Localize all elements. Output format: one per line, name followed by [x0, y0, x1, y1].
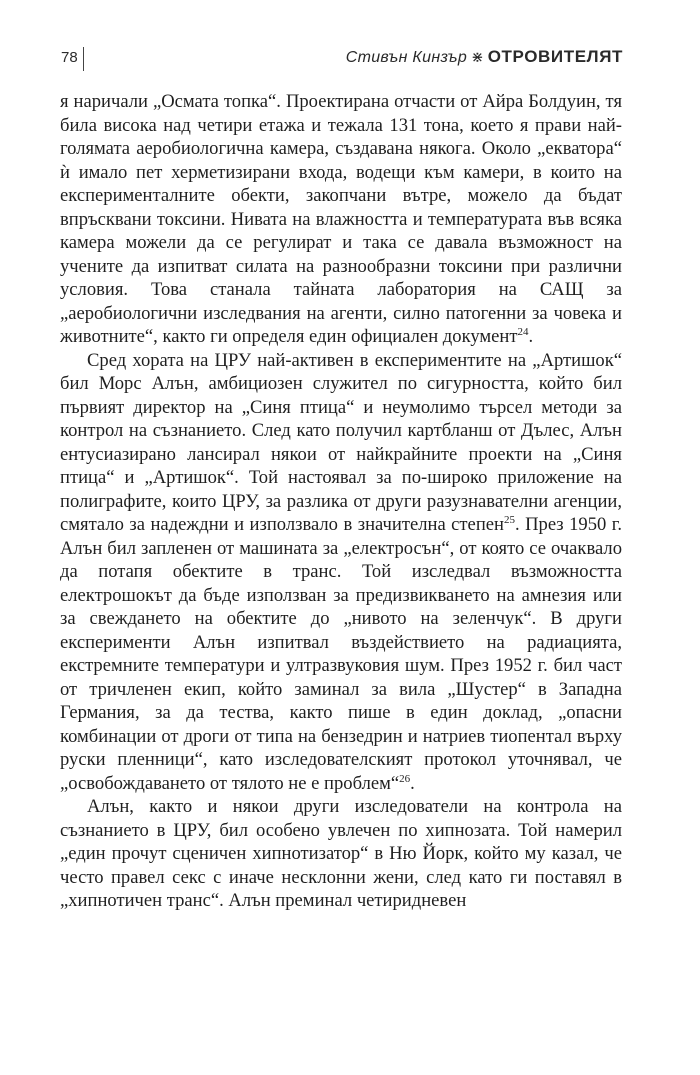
book-title: ОТРОВИТЕЛЯТ — [487, 47, 623, 66]
paragraph-text: . През 1950 г. Алън бил запленен от машината за „електросън“, от която се очаквало да потапя обектите в транс. Той изследвал възможността електрошокът да бъде използван за предизвикването на амнезия или за свеждането на обектите до „нивото на зеленчук“. В други експерименти Алън изпитвал въздействието на радиацията, екстремните температури и ултразвуковия шум. През 1952 г. бил част от тричленен екип, който заминал за вила „Шустер“ в Западна Германия, за да тества, както пише в един доклад, „опасни комбинации от дроги от типа на бензедрин и натриев тиопентал върху руски пленници“, като изследователският протокол уточнявал, че „освобождаването от тялото не е проблем“ — [60, 514, 622, 794]
paragraph-text: Алън, както и някои други изследователи на контрола на съзнанието в ЦРУ, бил особено увлечен по хипнозата. Той намерил „един прочут сценичен хипнотизатор“ в Ню Йорк, който му казал, че често правел секс с иначе несклонни жени, след като ги поставял в „хипнотичен транс“. Алън преминал четиридневен — [60, 796, 622, 911]
footnote-ref: 25 — [503, 513, 515, 526]
page-number: 78 — [61, 49, 78, 66]
footnote-ref: 26 — [399, 772, 411, 785]
paragraph-text: . — [528, 326, 534, 347]
paragraph — [60, 795, 622, 913]
paragraph-text: Сред хората на ЦРУ най-активен в експериментите на „Артишок“ бил Морс Алън, амбициозен служител по сигурността, който бил първият директор на „Синя птица“ и неумолимо търсел методи за контрол на съзнанието. След като получил картбланш от Дълес, Алън ентусиазирано лансирал някои от найкрайните проекти на „Синя птица“ и „Артишок“. Той настоявал за по-широко приложение на полиграфите, които ЦРУ, за разлика от други разузнавателни агенции, смятало за надеждни и използвало в значителна степен — [60, 349, 622, 535]
paragraph-text: . — [410, 772, 415, 794]
paragraph — [60, 90, 622, 349]
ornament-separator: ⋇ — [471, 49, 484, 66]
paragraph — [60, 349, 622, 796]
footnote-ref: 24 — [517, 325, 529, 338]
running-header — [61, 47, 623, 73]
running-title — [346, 47, 623, 67]
header-divider — [83, 47, 84, 71]
paragraph-text: я наричали „Осмата топка“. Проектирана отчасти от Айра Болдуин, тя била висока над четири етажа и тежала 131 тона, което я прави най-голямата аеробиологична камера, създавана някога. Около „екватора“ ѝ имало пет херметизирани входа, водещи към камери, в които на експерименталните обекти, закопчани вътре, можело да бъдат впръсквани токсини. Нивата на влажността и температурата във всяка камера можели да се регулират и така се давала възможност на учените да изпитват силата на разнообразни токсини при различни условия. Това станала тайната лаборатория на САЩ за „аеробиологични изследвания на агенти, силно патогенни за човека и животните“, както ги определя един официален документ — [60, 91, 622, 347]
author-name: Стивън Кинзър — [345, 49, 468, 66]
page-body — [60, 90, 622, 913]
